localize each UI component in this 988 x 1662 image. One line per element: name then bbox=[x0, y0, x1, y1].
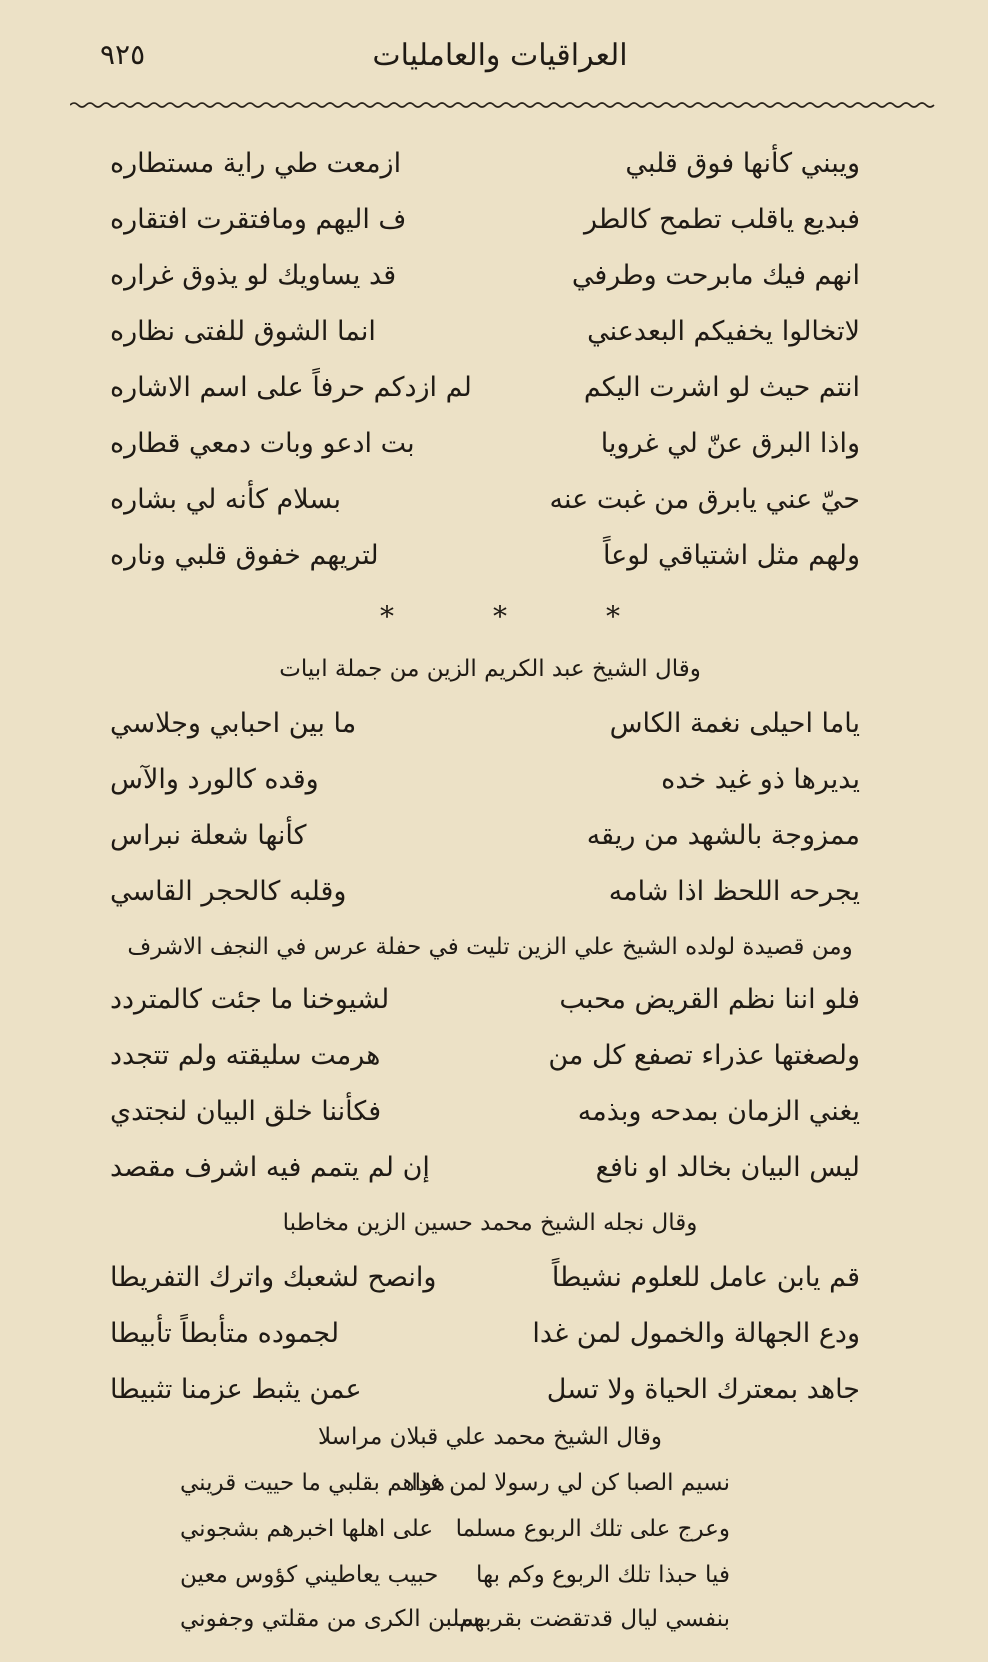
verse-second-hemistich: إن لم يتمم فيه اشرف مقصد bbox=[110, 1152, 430, 1183]
verse-second-hemistich: هرمت سليقته ولم تتجدد bbox=[110, 1040, 381, 1071]
verse-first-hemistich: فلو اننا نظم القريض محبب bbox=[559, 984, 860, 1015]
poem-caption: وقال نجله الشيخ محمد حسين الزين مخاطبا bbox=[282, 1210, 698, 1236]
verse-first-hemistich: وعرج على تلك الربوع مسلما bbox=[455, 1516, 730, 1542]
wavy-divider bbox=[70, 98, 938, 112]
verse-line bbox=[100, 876, 880, 932]
verse-first-hemistich: انتم حيث لو اشرت اليكم bbox=[583, 372, 860, 403]
verse-first-hemistich: ولصغتها عذراء تصفع كل من bbox=[548, 1040, 860, 1071]
verse-first-hemistich: ويبني كأنها فوق قلبي bbox=[625, 148, 860, 179]
separator-star: * bbox=[493, 600, 507, 633]
verse-second-hemistich: سلبن الكرى من مقلتي وجفوني bbox=[180, 1606, 480, 1632]
verse-second-hemistich: ازمعت طي راية مستطاره bbox=[110, 148, 402, 179]
verse-second-hemistich: عمن يثبط عزمنا تثبيطا bbox=[110, 1374, 362, 1405]
verse-second-hemistich: على اهلها اخبرهم بشجوني bbox=[180, 1516, 434, 1542]
verse-line bbox=[100, 708, 880, 764]
verse-line bbox=[100, 764, 880, 820]
verse-second-hemistich: وقلبه كالحجر القاسي bbox=[110, 876, 347, 907]
page-title: العراقيات والعامليات bbox=[372, 38, 628, 73]
verse-line bbox=[100, 316, 880, 372]
verse-second-hemistich: لتريهم خفوق قلبي وناره bbox=[110, 540, 379, 571]
verse-first-hemistich: فبديع ياقلب تطمح كالطر bbox=[583, 204, 860, 235]
verse-first-hemistich: يغني الزمان بمدحه وبذمه bbox=[577, 1096, 860, 1127]
verse-second-hemistich: حبيب يعاطيني كؤوس معين bbox=[180, 1562, 439, 1588]
verse-second-hemistich: انما الشوق للفتى نظاره bbox=[110, 316, 376, 347]
verse-line bbox=[100, 260, 880, 316]
verse-second-hemistich: وقده كالورد والآس bbox=[110, 764, 319, 795]
verse-second-hemistich: لشيوخنا ما جئت كالمتردد bbox=[110, 984, 390, 1015]
verse-second-hemistich: ما بين احبابي وجلاسي bbox=[110, 708, 357, 739]
poem-caption: وقال الشيخ عبد الكريم الزين من جملة ابيات bbox=[279, 656, 701, 682]
verse-second-hemistich: بت ادعو وبات دمعي قطاره bbox=[110, 428, 415, 459]
poem-caption: ومن قصيدة لولده الشيخ علي الزين تليت في حفلة عرس في النجف الاشرف bbox=[127, 934, 853, 960]
verse-line bbox=[100, 1374, 880, 1430]
verse-line bbox=[100, 1318, 880, 1374]
verse-first-hemistich: فيا حبذا تلك الربوع وكم بها bbox=[476, 1562, 730, 1588]
verse-line bbox=[100, 984, 880, 1040]
verse-line bbox=[100, 1096, 880, 1152]
verse-second-hemistich: لم ازدكم حرفاً على اسم الاشاره bbox=[110, 372, 472, 403]
verse-line bbox=[100, 148, 880, 204]
verse-second-hemistich: كأنها شعلة نبراس bbox=[110, 820, 307, 851]
verse-first-hemistich: ولهم مثل اشتياقي لوعاً bbox=[602, 540, 860, 571]
verse-first-hemistich: ليس البيان بخالد او نافع bbox=[595, 1152, 860, 1183]
verse-line bbox=[100, 1606, 880, 1662]
verse-first-hemistich: يديرها ذو غيد خده bbox=[661, 764, 860, 795]
verse-second-hemistich: هواهم بقلبي ما حييت قريني bbox=[180, 1470, 446, 1496]
verse-line bbox=[100, 204, 880, 260]
page-number: ٩٢٥ bbox=[100, 38, 146, 71]
page-header bbox=[70, 28, 930, 88]
verse-second-hemistich: فكأننا خلق البيان لنجتدي bbox=[110, 1096, 382, 1127]
section-separator bbox=[380, 600, 620, 633]
verse-first-hemistich: لاتخالوا يخفيكم البعدعني bbox=[587, 316, 860, 347]
verse-first-hemistich: حيّ عني يابرق من غبت عنه bbox=[549, 484, 860, 515]
verse-first-hemistich: ممزوجة بالشهد من ريقه bbox=[586, 820, 860, 851]
verse-line bbox=[100, 1262, 880, 1318]
verse-second-hemistich: بسلام كأنه لي بشاره bbox=[110, 484, 341, 515]
verse-first-hemistich: ودع الجهالة والخمول لمن غدا bbox=[532, 1318, 860, 1349]
poem-caption: وقال الشيخ محمد علي قبلان مراسلا bbox=[317, 1424, 663, 1450]
verse-second-hemistich: وانصح لشعبك واترك التفريطا bbox=[110, 1262, 437, 1293]
verse-first-hemistich: انهم فيك مابرحت وطرفي bbox=[571, 260, 860, 291]
verse-line bbox=[100, 820, 880, 876]
verse-first-hemistich: قم يابن عامل للعلوم نشيطاً bbox=[551, 1262, 860, 1293]
verse-first-hemistich: واذا البرق عنّ لي غرويا bbox=[600, 428, 860, 459]
separator-star: * bbox=[606, 600, 620, 633]
verse-line bbox=[100, 484, 880, 540]
verse-first-hemistich: يجرحه اللحظ اذا شامه bbox=[608, 876, 860, 907]
verse-first-hemistich: بنفسي ليال قدتقضت بقربهم bbox=[459, 1606, 730, 1632]
verse-first-hemistich: جاهد بمعترك الحياة ولا تسل bbox=[546, 1374, 860, 1405]
verse-line bbox=[100, 372, 880, 428]
verse-line bbox=[100, 540, 880, 596]
verse-line bbox=[100, 1152, 880, 1208]
verse-line bbox=[100, 428, 880, 484]
verse-second-hemistich: قد يساويك لو يذوق غراره bbox=[110, 260, 397, 291]
verse-line bbox=[100, 1040, 880, 1096]
separator-star: * bbox=[380, 600, 394, 633]
verse-second-hemistich: ف اليهم ومافتقرت افتقاره bbox=[110, 204, 407, 235]
verse-first-hemistich: نسيم الصبا كن لي رسولا لمن غدا bbox=[411, 1470, 730, 1496]
verse-first-hemistich: ياما احيلى نغمة الكاس bbox=[609, 708, 860, 739]
verse-second-hemistich: لجموده متأبطاً تأبيطا bbox=[110, 1318, 340, 1349]
